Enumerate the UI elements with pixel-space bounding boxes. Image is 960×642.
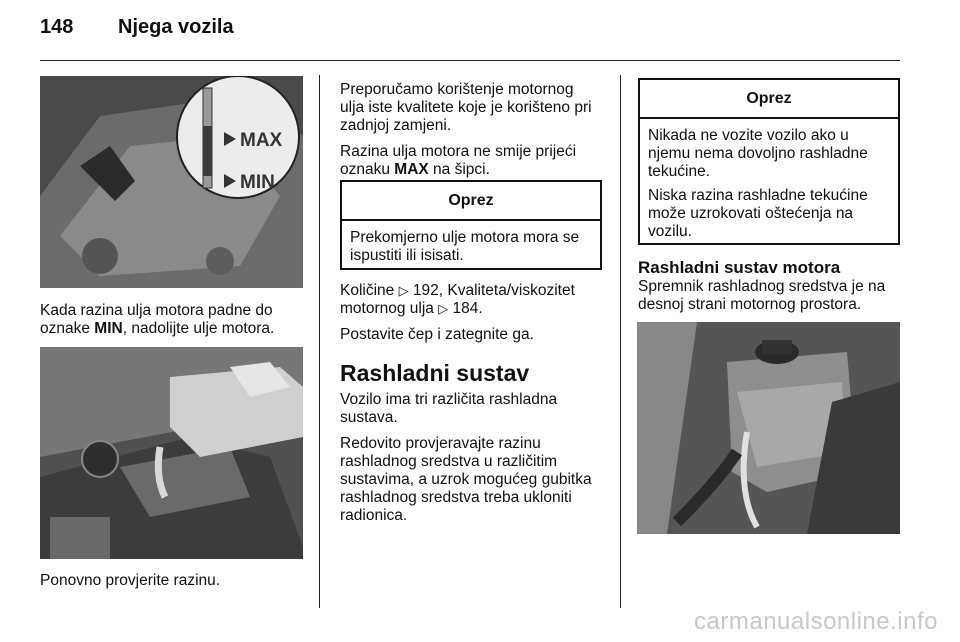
caution-box-oil: [340, 180, 602, 270]
max-label: MAX: [240, 130, 283, 151]
reference-triangle-icon: ▷: [398, 283, 409, 298]
caution-body: Prekomjerno ulje motora mora se ispustiti ili isisati.: [350, 229, 580, 264]
header-rule: [40, 60, 900, 61]
check-again-paragraph: Ponovno provjerite razinu.: [40, 572, 221, 589]
cooling-system-heading: Rashladni sustav: [340, 360, 530, 386]
caution-title: Oprez: [640, 80, 898, 119]
quantities-paragraph: Količine ▷ 192, Kvaliteta/viskozitet motornog ulja ▷ 184.: [340, 282, 575, 317]
engine-cooling-heading: Rashladni sustav motora: [638, 258, 841, 277]
watermark: carmanualsonline.info: [694, 608, 938, 635]
page-title: Njega vozila: [118, 16, 234, 38]
caution-box-coolant: [638, 78, 900, 245]
page-number: 148: [40, 16, 74, 38]
oil-filling-image: [40, 347, 303, 559]
check-coolant-paragraph: Redovito provjeravajte razinu rashladnog sredstva u različitim sustavima, a uzrok mogućeg gubitka rashladnog sredstva treba ukloniti radionica.: [340, 435, 592, 524]
column-divider-1: [319, 75, 320, 608]
three-systems-paragraph: Vozilo ima tri različita rashladna sustava.: [340, 391, 558, 426]
cap-paragraph: Postavite čep i zategnite ga.: [340, 326, 534, 343]
reservoir-paragraph: Spremnik rashladnog sredstva je na desnoj strani motornog prostora.: [638, 278, 886, 313]
max-paragraph: Razina ulja motora ne smije prijeći oznaku MAX na šipci.: [340, 143, 577, 178]
dipstick-image: [40, 76, 303, 288]
caution-body: Nikada ne vozite vozilo ako u njemu nema dovoljno rashladne tekućine. Niska razina rashladne tekućine može uzrokovati oštećenja na vozilu.: [648, 127, 868, 240]
oil-min-paragraph: Kada razina ulja motora padne do oznake MIN, nadolijte ulje motora.: [40, 302, 275, 337]
recommendation-paragraph: Preporučamo korištenje motornog ulja iste kvalitete koje je korišteno pri zadnjoj zamjeni.: [340, 81, 592, 134]
reference-triangle-icon: ▷: [438, 301, 449, 316]
caution-title: Oprez: [342, 182, 600, 221]
page-header: [40, 16, 234, 50]
min-label: MIN: [240, 172, 275, 193]
column-divider-2: [620, 75, 621, 608]
coolant-reservoir-image: [637, 322, 900, 534]
